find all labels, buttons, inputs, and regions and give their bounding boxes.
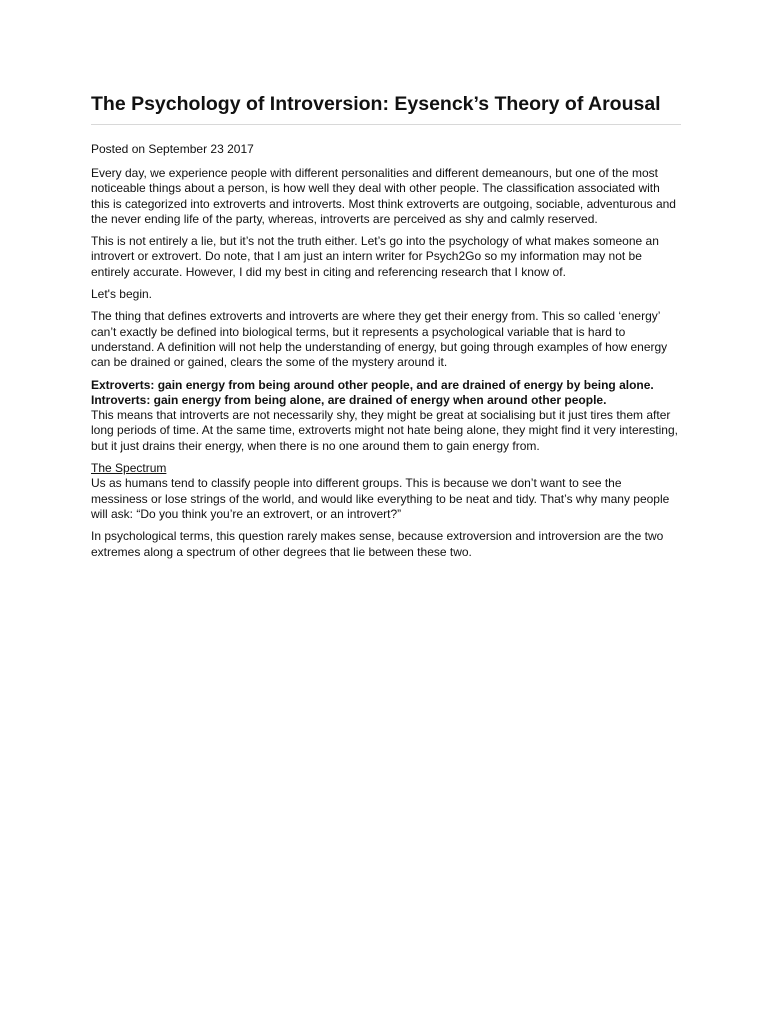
post-date: Posted on September 23 2017 (91, 142, 254, 156)
section-heading-spectrum: The Spectrum (91, 461, 167, 476)
paragraph-meaning: This means that introverts are not necessarily shy, they might be great at socialising but it just tires them after long periods of time. At the same time, extroverts might not hate being alone, they might find it very interesting, but it just drains their energy, when there is no one around them to gain energy from. (91, 408, 678, 453)
paragraph-intro: Every day, we experience people with different personalities and different demeanours, but one of the most noticeable things about a person, is how well they deal with other people. The classification associated with this is categorized into extroverts and introverts. Most think extroverts are outgoing, sociable, adventurous and the never ending life of the party, whereas, introverts are perceived as shy and calmly reserved. (91, 166, 676, 226)
paragraph-energy: The thing that defines extroverts and introverts are where they get their energy from. This so called ‘energy’ can’t exactly be defined into biological terms, but it represents a psychological variable that is hard to understand. A definition will not help the understanding of energy, but going through examples of how energy can be drained or gained, clears the some of the mystery around it. (91, 309, 668, 370)
spectrum-block (91, 461, 681, 522)
paragraph-not-a-lie: This is not entirely a lie, but it’s not the truth either. Let’s go into the psychology of what makes someone an introvert or extrovert. Do note, that I am just an intern writer for Psych2Go so my information may not be entirely accurate. However, I did my best in citing and referencing research that I know of. (91, 234, 659, 279)
paragraph-classify: Us as humans tend to classify people into different groups. This is because we don’t want to see the messiness or lose strings of the world, and would like everything to be neat and tidy. That’s why many people will ask: “Do you think you’re an extrovert, or an introvert?” (91, 476, 670, 521)
paragraph-psych-terms: In psychological terms, this question rarely makes sense, because extroversion and introversion are the two extremes along a spectrum of other degrees that lie between these two. (91, 529, 664, 559)
page-title: The Psychology of Introversion: Eysenck’s Theory of Arousal (91, 92, 681, 125)
extroverts-definition: Extroverts: gain energy from being around other people, and are drained of energy by being alone. (91, 377, 654, 392)
definitions-block (91, 378, 681, 454)
introverts-definition: Introverts: gain energy from being alone, are drained of energy when around other people. (91, 392, 607, 407)
paragraph-lets-begin: Let's begin. (91, 287, 153, 302)
article (91, 92, 681, 567)
